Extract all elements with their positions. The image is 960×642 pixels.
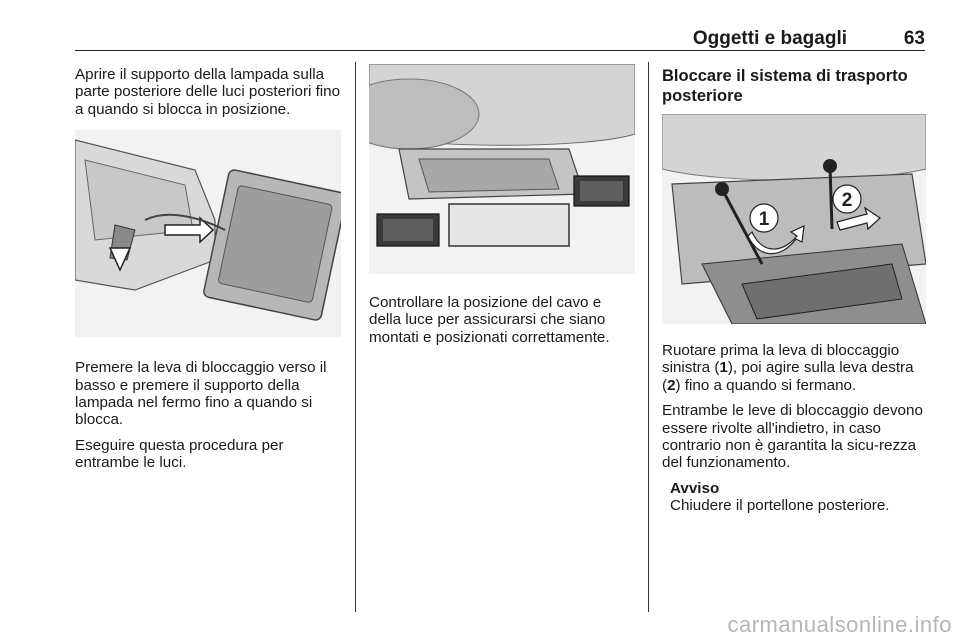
column-left: [75, 66, 343, 480]
note-box: [662, 480, 926, 515]
column-divider: [648, 62, 649, 612]
warning-paragraph: Entrambe le leve di bloccaggio devono essere rivolte all'indietro, in caso contrario non è garantita la sicu-rezza del funzionamento.: [662, 402, 923, 472]
watermark-brand: carmanualsonline.info: [727, 612, 952, 637]
instruction-paragraph: Premere la leva di bloccaggio verso il basso e premere il supporto della lampada nel fermo fino a quando si blocca.: [75, 359, 327, 429]
rear-carrier-lights-illustration: [369, 64, 635, 274]
note-title: Avviso: [670, 479, 720, 497]
callout-2: 2: [841, 190, 853, 211]
column-right: [662, 66, 926, 515]
callout-1: 1: [758, 209, 770, 230]
note-text: Chiudere il portellone posteriore.: [670, 497, 890, 515]
lever-instruction-paragraph: Ruotare prima la leva di bloccaggio sinistra (1), poi agire sulla leva destra (2) fino a quando si fermano.: [662, 342, 914, 394]
section-title: Oggetti e bagagli: [692, 28, 847, 49]
column-middle: [369, 66, 635, 354]
instruction-paragraph: Eseguire questa procedura per entrambe le luci.: [75, 436, 284, 472]
page-number: 63: [903, 28, 925, 49]
intro-paragraph: Aprire il supporto della lampada sulla parte posteriore delle luci posteriori fino a quando si blocca in posizione.: [75, 66, 341, 118]
page-header: [75, 28, 925, 51]
section-heading: Bloccare il sistema di trasporto posteriore: [662, 67, 908, 105]
locking-levers-illustration: [662, 114, 926, 324]
column-divider: [355, 62, 356, 612]
check-paragraph: Controllare la posizione del cavo e della luce per assicurarsi che siano montati e posizionati correttamente.: [369, 294, 610, 346]
lamp-holder-illustration: [75, 130, 341, 337]
